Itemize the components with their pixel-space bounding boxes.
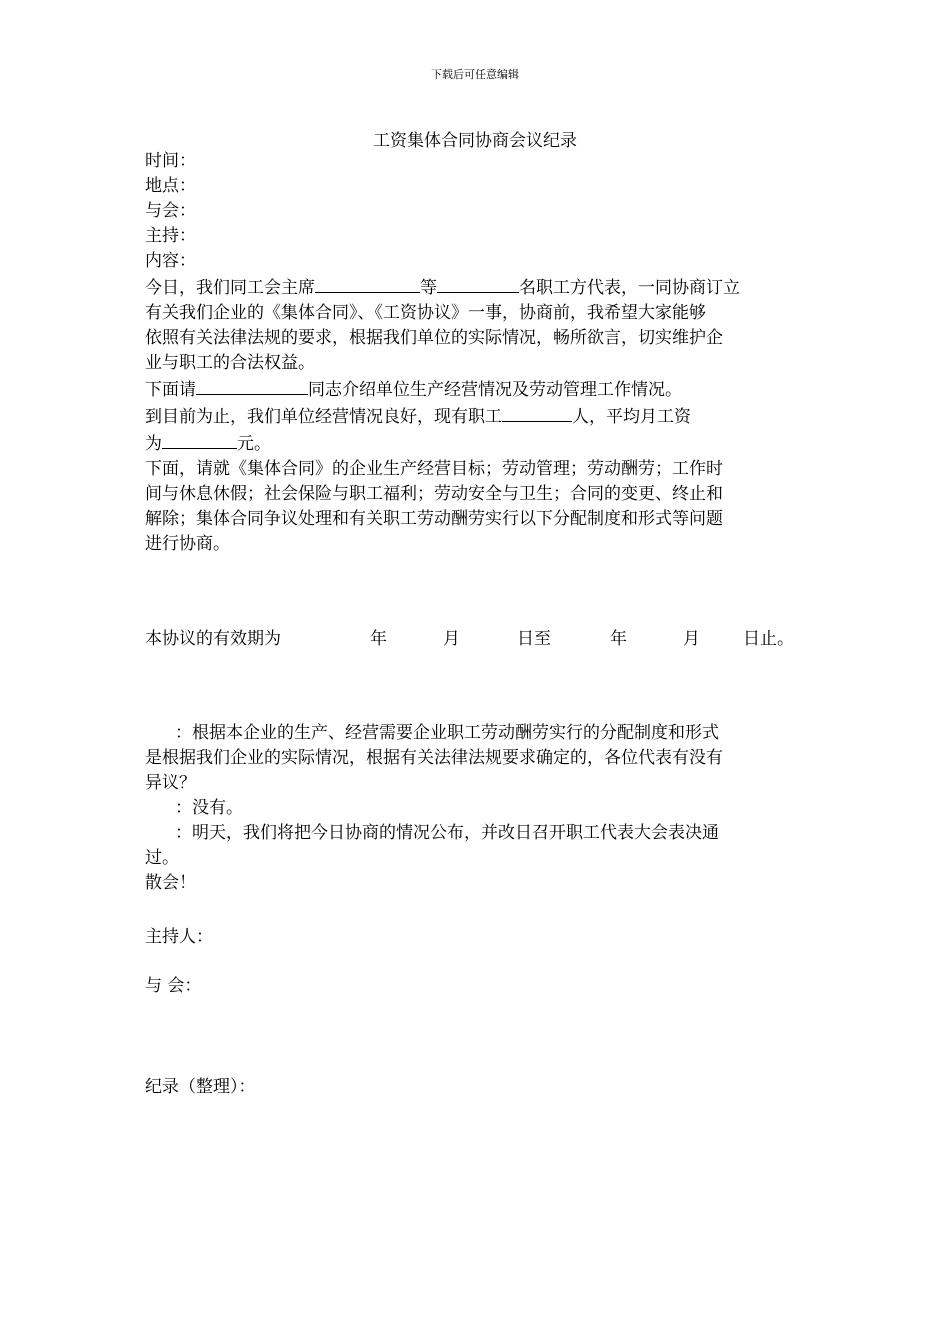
paragraph1-text-c: 名职工方代表，一同协商订立	[519, 278, 740, 298]
paragraph4-line2: 间与休息休假；社会保险与职工福利；劳动安全与卫生；合同的变更、终止和	[145, 484, 723, 504]
dialogue-question-line3: 异议？	[145, 773, 196, 793]
field-content: 内容：	[145, 251, 196, 271]
paragraph3-text-d: 元。	[237, 434, 271, 454]
paragraph3-text-a: 到目前为止，我们单位经营情况良好，现有职工	[145, 407, 502, 427]
validity-day-end: 日止。	[743, 629, 794, 649]
average-wage-blank	[162, 430, 237, 449]
header-note: 下载后可任意编辑	[431, 68, 519, 81]
paragraph1-line3: 依照有关法律法规的要求，根据我们单位的实际情况，畅所欲言，切实维护企	[145, 328, 723, 348]
validity-day-start: 日至	[517, 629, 551, 649]
field-host: 主持：	[145, 226, 196, 246]
paragraph4-line1: 下面，请就《集体合同》的企业生产经营目标；劳动管理；劳动酬劳；工作时	[145, 459, 723, 479]
chairman-name-blank	[315, 274, 420, 293]
representative-count-blank	[437, 274, 519, 293]
signature-host: 主持人：	[145, 927, 213, 947]
paragraph2-text-a: 下面请	[145, 380, 196, 400]
validity-year-end: 年	[610, 629, 627, 649]
dialogue-section	[145, 721, 805, 896]
paragraph1-line1	[145, 274, 805, 301]
dialogue-question-line2: 是根据我们企业的实际情况，根据有关法律法规要求确定的，各位代表有没有	[145, 748, 723, 768]
validity-month-start: 月	[443, 629, 460, 649]
field-time: 时间：	[145, 151, 196, 171]
validity-year-start: 年	[370, 629, 387, 649]
field-attendees: 与会：	[145, 201, 196, 221]
paragraph4-line4: 进行协商。	[145, 534, 230, 554]
dialogue-closing-line1: ：明天，我们将把今日协商的情况公布，并改日召开职工代表大会表决通	[175, 823, 719, 843]
paragraph1-line4: 业与职工的合法权益。	[145, 353, 315, 373]
field-place: 地点：	[145, 176, 196, 196]
document-body	[145, 149, 805, 557]
dialogue-answer: ：没有。	[175, 798, 243, 818]
paragraph4-line3: 解除；集体合同争议处理和有关职工劳动酬劳实行以下分配制度和形式等问题	[145, 509, 723, 529]
validity-month-end: 月	[683, 629, 700, 649]
paragraph3-line2	[145, 430, 805, 457]
paragraph3-text-b: 人，平均月工资	[572, 407, 691, 427]
paragraph3-line1	[145, 403, 805, 430]
paragraph1-text-a: 今日，我们同工会主席	[145, 278, 315, 298]
document-title: 工资集体合同协商会议纪录	[373, 131, 577, 151]
employee-count-blank	[502, 403, 572, 422]
paragraph1-line2: 有关我们企业的《集体合同》、《工资协议》一事，协商前，我希望大家能够	[145, 303, 706, 323]
paragraph2	[145, 376, 805, 403]
signature-attendees: 与 会：	[145, 976, 202, 996]
paragraph2-text-b: 同志介绍单位生产经营情况及劳动管理工作情况。	[308, 380, 682, 400]
dialogue-closing-line2: 过。	[145, 848, 179, 868]
signature-recorder: 纪录（整理）：	[145, 1077, 256, 1097]
validity-prefix: 本协议的有效期为	[145, 629, 281, 649]
paragraph1-text-b: 等	[420, 278, 437, 298]
presenter-name-blank	[196, 376, 308, 395]
paragraph3-text-c: 为	[145, 434, 162, 454]
adjourn-text: 散会！	[145, 873, 196, 893]
dialogue-question-line1: ：根据本企业的生产、经营需要企业职工劳动酬劳实行的分配制度和形式	[175, 723, 719, 743]
